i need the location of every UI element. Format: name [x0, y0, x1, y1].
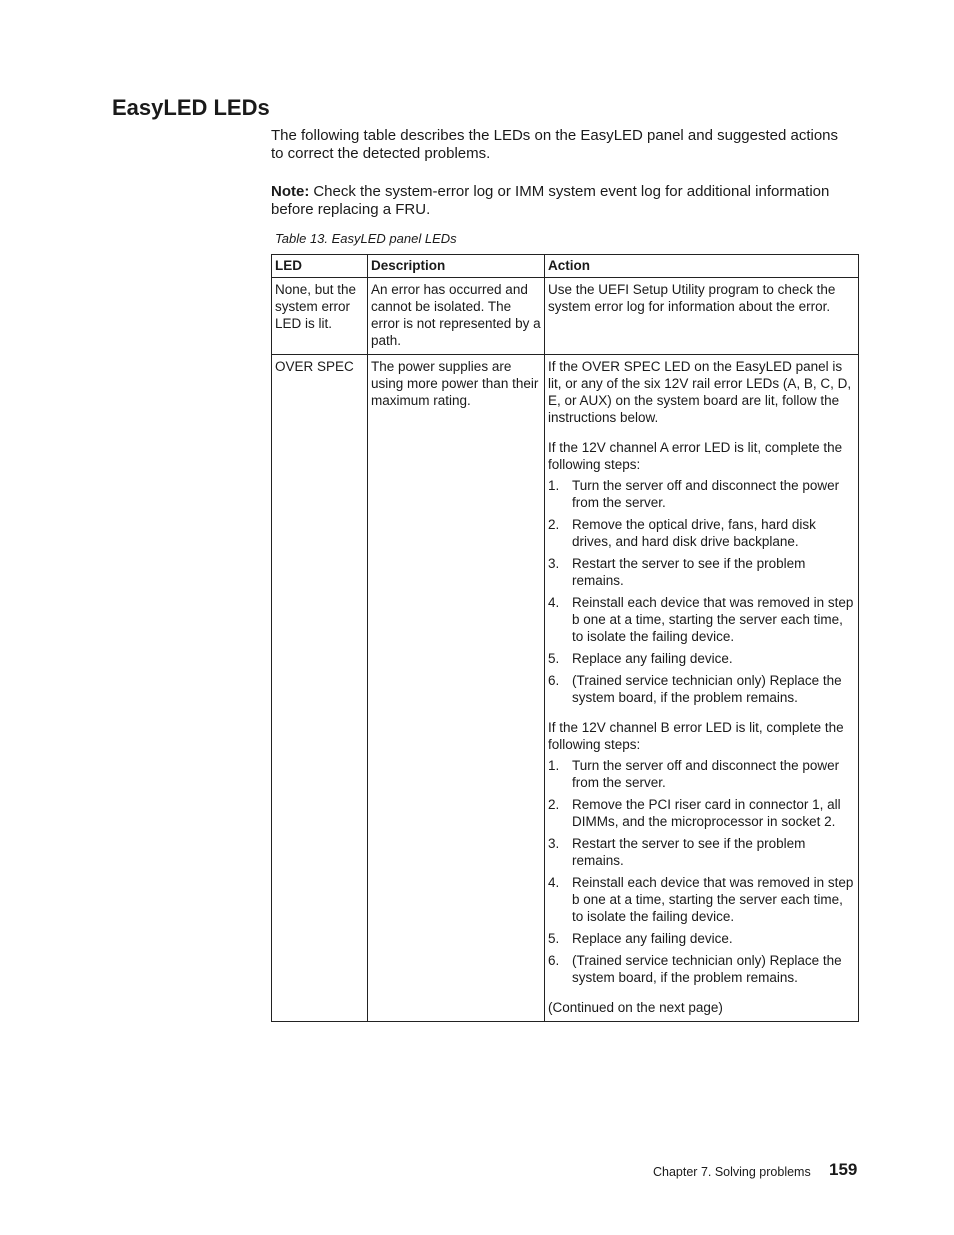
step-text: (Trained service technician only) Replace the system board, if the problem remains. [572, 953, 842, 985]
channel-a-intro: If the 12V channel A error LED is lit, complete the following steps: [548, 440, 843, 472]
page-title: EasyLED LEDs [112, 95, 270, 120]
step-item [548, 757, 855, 791]
action-cell: Use the UEFI Setup Utility program to check the system error log for information about the error. [545, 278, 859, 355]
step-number: 5. [548, 931, 560, 946]
action-intro: If the OVER SPEC LED on the EasyLED panel is lit, or any of the six 12V rail error LEDs (A, B, C, D, E, or AUX) on the system board are lit, follow the instructions below. [548, 359, 852, 425]
step-text: Reinstall each device that was removed in step b one at a time, starting the server each time, to isolate the failing device. [572, 595, 854, 644]
easyled-table [271, 254, 859, 1022]
step-text: Restart the server to see if the problem remains. [572, 836, 806, 868]
footer-chapter: Chapter 7. Solving problems [653, 1165, 811, 1179]
step-number: 1. [548, 758, 560, 773]
step-number: 4. [548, 595, 560, 610]
step-number: 3. [548, 556, 560, 571]
table-row [272, 355, 859, 1022]
step-item [548, 835, 855, 869]
step-text: Restart the server to see if the problem remains. [572, 556, 806, 588]
step-text: Reinstall each device that was removed in step b one at a time, starting the server each time, to isolate the failing device. [572, 875, 854, 924]
step-text: Turn the server off and disconnect the power from the server. [572, 758, 840, 790]
step-text: Replace any failing device. [572, 651, 733, 666]
step-item [548, 594, 855, 645]
step-item [548, 555, 855, 589]
channel-b-intro: If the 12V channel B error LED is lit, complete the following steps: [548, 720, 844, 752]
step-item [548, 477, 855, 511]
header-description: Description [368, 255, 545, 278]
led-cell: OVER SPEC [272, 355, 368, 1022]
action-cell [545, 355, 859, 1022]
description-cell: The power supplies are using more power than their maximum rating. [368, 355, 545, 1022]
step-item [548, 650, 855, 667]
step-number: 2. [548, 517, 560, 532]
table-caption: Table 13. EasyLED panel LEDs [275, 231, 457, 246]
table-header-row [272, 255, 859, 278]
header-action: Action [545, 255, 859, 278]
step-number: 4. [548, 875, 560, 890]
step-item [548, 952, 855, 986]
step-item [548, 516, 855, 550]
description-cell: An error has occurred and cannot be isolated. The error is not represented by a path. [368, 278, 545, 355]
step-number: 2. [548, 797, 560, 812]
step-text: Turn the server off and disconnect the power from the server. [572, 478, 840, 510]
note-paragraph [271, 183, 851, 219]
channel-b-steps [548, 757, 855, 986]
header-led: LED [272, 255, 368, 278]
step-item [548, 874, 855, 925]
step-number: 6. [548, 953, 560, 968]
step-text: Remove the optical drive, fans, hard disk drives, and hard disk drive backplane. [572, 517, 816, 549]
table-row [272, 278, 859, 355]
step-item [548, 930, 855, 947]
step-item [548, 796, 855, 830]
step-text: Replace any failing device. [572, 931, 733, 946]
step-number: 6. [548, 673, 560, 688]
step-number: 3. [548, 836, 560, 851]
note-text: Check the system-error log or IMM system event log for additional information before replacing a FRU. [271, 183, 830, 218]
note-label: Note: [271, 183, 310, 200]
page-number: 159 [829, 1160, 858, 1179]
continued-note: (Continued on the next page) [548, 1000, 723, 1015]
intro-paragraph: The following table describes the LEDs on the EasyLED panel and suggested actions to correct the detected problems. [271, 127, 839, 162]
step-text: (Trained service technician only) Replace the system board, if the problem remains. [572, 673, 842, 705]
step-item [548, 672, 855, 706]
step-text: Remove the PCI riser card in connector 1, all DIMMs, and the microprocessor in socket 2. [572, 797, 841, 829]
channel-a-steps [548, 477, 855, 706]
step-number: 1. [548, 478, 560, 493]
led-cell: None, but the system error LED is lit. [272, 278, 368, 355]
step-number: 5. [548, 651, 560, 666]
